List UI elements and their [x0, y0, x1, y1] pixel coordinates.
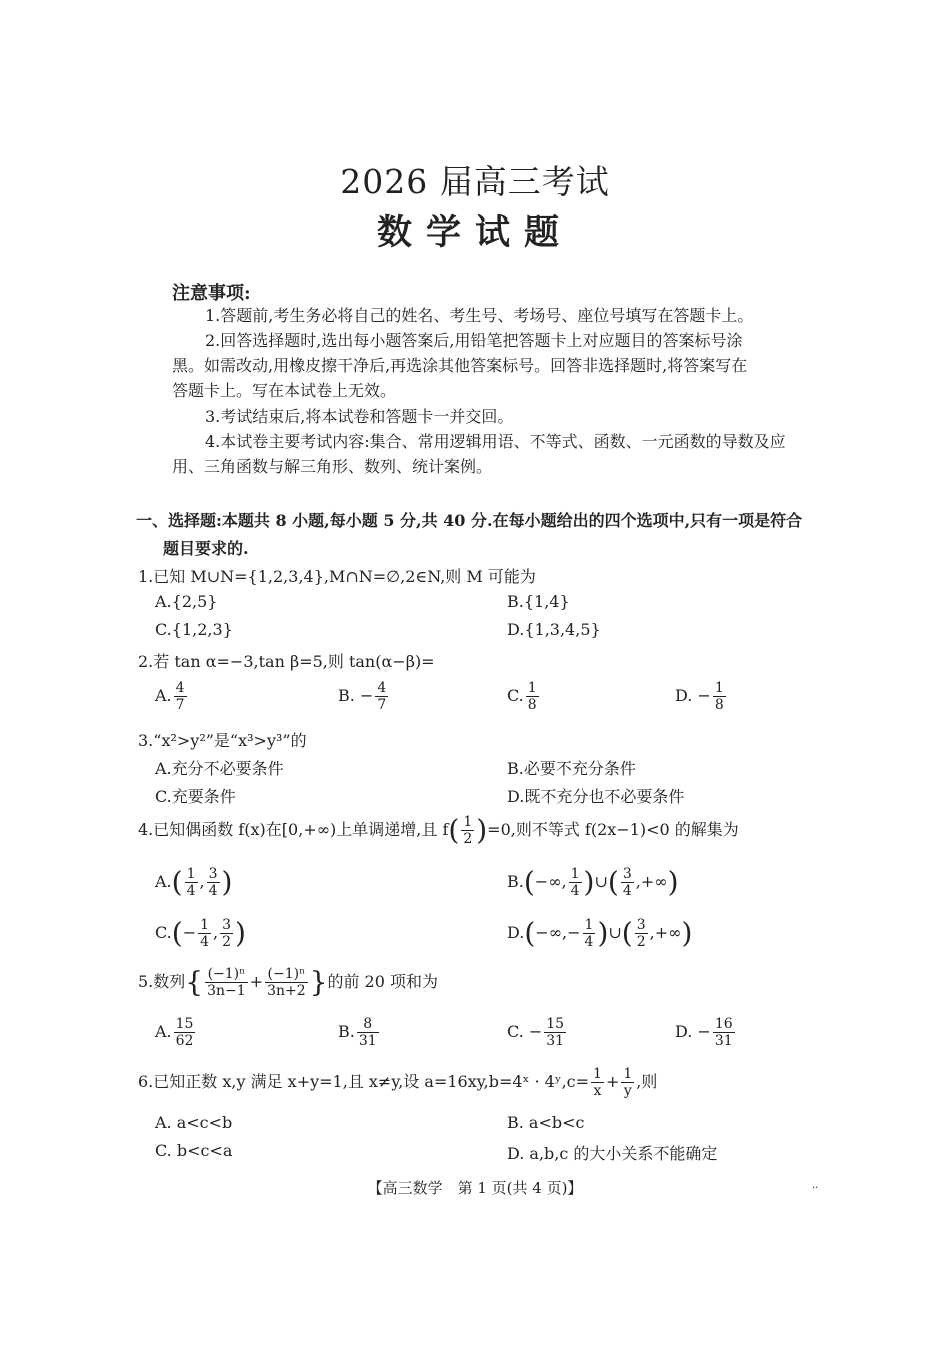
question-6-stem: 6.已知正数 x,y 满足 x+y=1,且 x≠y,设 a=16xy,b=4ˣ · 4ʸ,c= $\frac{1}{x}$ + $\frac{1}{y}$ ,则	[138, 1066, 658, 1099]
q3-option-c: C.充要条件	[155, 787, 236, 806]
question-3-stem: 3.“x²>y²”是“x³>y³”的	[138, 731, 307, 750]
question-4-stem: 4.已知偶函数 f(x)在[0,+∞)上单调递增,且 f( $\frac{1}{2}$ )=0,则不等式 f(2x−1)<0 的解集为	[138, 813, 739, 847]
q3-option-b: B.必要不充分条件	[507, 759, 636, 778]
subject-title: 数学试题	[376, 212, 573, 253]
q6-option-b: B. a<b<c	[507, 1113, 585, 1132]
note-line: 1.答题前,考生务必将自己的姓名、考生号、考场号、座位号填写在答题卡上。	[205, 306, 754, 325]
question-2-stem: 2.若 tan α=−3,tan β=5,则 tan(α−β)=	[138, 652, 435, 671]
q1-option-a: A.{2,5}	[155, 592, 218, 611]
note-line: 4.本试卷主要考试内容:集合、常用逻辑用语、不等式、函数、一元函数的导数及应	[205, 432, 786, 451]
q2-option-a: A. $\frac{4}{7}$	[155, 680, 185, 713]
note-line: 黑。如需改动,用橡皮擦干净后,再选涂其他答案标号。回答非选择题时,将答案写在	[172, 356, 748, 375]
q5-option-c: C. − $\frac{15}{31}$	[507, 1016, 565, 1049]
note-line: 答题卡上。写在本试卷上无效。	[172, 381, 397, 400]
q4-option-d: D.(−∞,− $\frac{1}{4}$ )∪( $\frac{3}{2}$ ,+∞)	[507, 916, 693, 950]
q6-option-a: A. a<c<b	[155, 1113, 233, 1132]
q1-option-b: B.{1,4}	[507, 592, 570, 611]
corner-mark: ··	[812, 1183, 819, 1194]
q5-option-b: B. $\frac{8}{31}$	[338, 1016, 377, 1049]
q1-option-d: D.{1,3,4,5}	[507, 620, 601, 639]
note-line: 用、三角函数与解三角形、数列、统计案例。	[172, 457, 493, 476]
q5-option-a: A. $\frac{15}{62}$	[155, 1016, 194, 1049]
q6-option-c: C. b<c<a	[155, 1141, 233, 1160]
q6-option-d: D. a,b,c 的大小关系不能确定	[507, 1144, 718, 1163]
note-line: 3.考试结束后,将本试卷和答题卡一并交回。	[205, 407, 514, 426]
section-heading: 一、选择题:本题共 8 小题,每小题 5 分,共 40 分.在每小题给出的四个选项中,只有一项是符合	[136, 511, 803, 530]
q1-option-c: C.{1,2,3}	[155, 620, 233, 639]
q4-option-b: B.(−∞, $\frac{1}{4}$ )∪( $\frac{3}{4}$ ,+∞)	[507, 865, 679, 899]
notes-heading: 注意事项:	[172, 283, 251, 304]
q3-option-a: A.充分不必要条件	[155, 759, 284, 778]
note-line: 2.回答选择题时,选出每小题答案后,用铅笔把答题卡上对应题目的答案标号涂	[205, 331, 743, 350]
q2-option-b: B. − $\frac{4}{7}$	[338, 680, 387, 713]
exam-title: 2026 届高三考试	[340, 162, 610, 201]
q3-option-d: D.既不充分也不必要条件	[507, 787, 685, 806]
q5-option-d: D. − $\frac{16}{31}$	[675, 1016, 733, 1049]
page-footer: 【高三数学 第 1 页(共 4 页)】	[367, 1179, 583, 1197]
q2-option-c: C. $\frac{1}{8}$	[507, 680, 537, 713]
q2-option-d: D. − $\frac{1}{8}$	[675, 680, 724, 713]
section-heading-cont: 题目要求的.	[163, 539, 249, 558]
question-5-stem: 5.数列{ $\frac{\text{(−1)ⁿ}}{3n-1}$ + $\frac{\text{(−1)ⁿ}}{3n+2}$ }的前 20 项和为	[138, 965, 439, 999]
q4-option-c: C.(− $\frac{1}{4}$ , $\frac{3}{2}$ )	[155, 916, 246, 950]
q4-option-a: A.( $\frac{1}{4}$ , $\frac{3}{4}$ )	[155, 865, 233, 899]
question-1-stem: 1.已知 M∪N={1,2,3,4},M∩N=∅,2∈N,则 M 可能为	[138, 567, 536, 586]
